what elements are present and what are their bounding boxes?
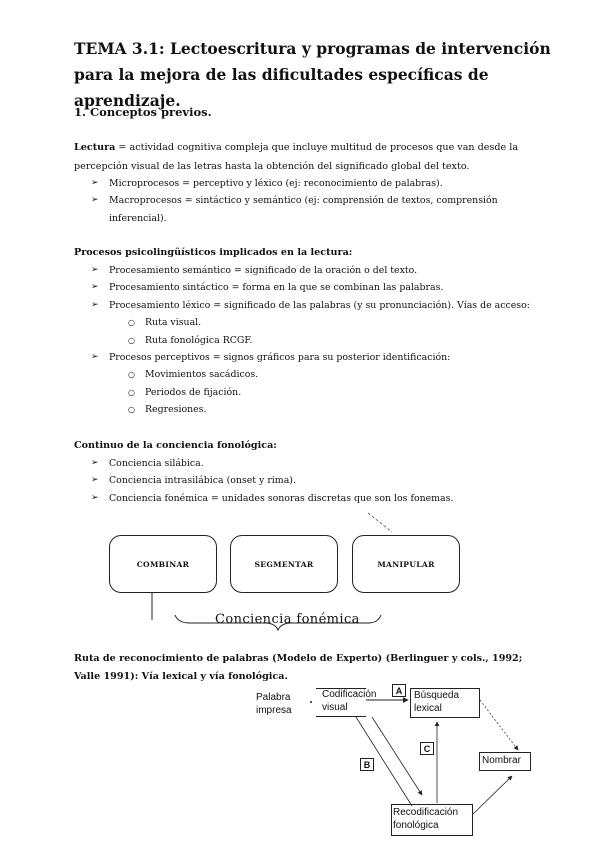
circle-bullet-icon: ○ (128, 335, 135, 345)
manipular-box: MANIPULAR (352, 535, 460, 593)
title-prefix: TEMA 3.1: (74, 39, 165, 58)
list-item: ➢ Conciencia fonémica = unidades sonoras discretas que son los fonemas. (0, 490, 529, 507)
arrow-bullet-icon: ➢ (91, 265, 99, 275)
label-b: B (360, 758, 374, 771)
circle-bullet-icon: ○ (128, 370, 135, 380)
arrow-bullet-icon: ➢ (91, 195, 99, 206)
circle-bullet-icon: ○ (128, 405, 135, 415)
continuo-heading: Continuo de la conciencia fonológica: (74, 440, 277, 451)
list-item: ➢ Conciencia intrasilábica (onset y rima). (0, 472, 489, 489)
arrow-bullet-icon: ➢ (91, 299, 99, 310)
list-item: ➢ Procesamiento semántico = significado de la oración o del texto. (0, 262, 489, 279)
codificacion-visual-node: Codificación visual (322, 689, 377, 713)
label-a: A (392, 684, 406, 697)
lectura-term: Lectura (74, 142, 116, 153)
list-item: ➢ Microprocesos = perceptivo y léxico (ej: reconocimiento de palabras). (0, 175, 489, 192)
list-item: ➢ Macroprocesos = sintáctico y semántico (ej: comprensión de textos, comprensión inferencial). (0, 192, 509, 227)
ruta-heading: Ruta de reconocimiento de palabras (Modelo de Experto) (Berlinguer y cols., 1992; Valle 1991): Vía lexical y vía fonológica. (74, 653, 523, 682)
palabra-impresa-node: Palabra impresa (256, 692, 292, 716)
list-item: ➢ Conciencia silábica. (0, 455, 489, 472)
nombrar-node: Nombrar (482, 755, 521, 766)
sublist-item: ○ Ruta fonológica RCGF. (109, 332, 445, 349)
recodificacion-fonologica-node: Recodificación fonológica (393, 807, 459, 831)
arrow-bullet-icon: ➢ (91, 352, 99, 363)
arrow-bullet-icon: ➢ (91, 178, 99, 188)
arrow-bullet-icon: ➢ (91, 475, 99, 486)
list-item: ➢ Procesamiento léxico = significado de las palabras (y su pronunciación). Vías de acceso: ○ Ruta visual. ○ Ruta fonológica RCGF. (0, 297, 539, 349)
codificacion-bottom-rule (316, 716, 366, 717)
arrow-bullet-icon: ➢ (91, 458, 99, 468)
circle-bullet-icon: ○ (128, 387, 135, 397)
busqueda-lexical-node: Búsqueda lexical (414, 690, 460, 714)
combinar-box: COMBINAR (109, 535, 217, 593)
lectura-definition: = actividad cognitiva compleja que incluye multitud de procesos que van desde la percepción visual de las letras hasta la obtención del significado global del texto. (74, 142, 519, 172)
sublist-item: ○ Regresiones. (109, 401, 445, 418)
list-item: ➢ Procesos perceptivos = signos gráficos para su posterior identificación: ○ Movimientos sacádicos. ○ Periodos de fijación. ○ Regresiones. (0, 349, 539, 419)
list-item: ➢ Procesamiento sintáctico = forma en la que se combinan las palabras. (0, 279, 489, 296)
section-heading: 1. Conceptos previos. (74, 105, 212, 119)
sublist-item: ○ Movimientos sacádicos. (109, 366, 445, 383)
sublist-item: ○ Ruta visual. (109, 314, 445, 331)
arrow-bullet-icon: ➢ (91, 282, 99, 293)
arrow-bullet-icon: ➢ (91, 492, 99, 503)
sublist-item: ○ Periodos de fijación. (109, 384, 445, 401)
label-c: C (420, 742, 434, 755)
procesos-heading: Procesos psicolingüísticos implicados en la lectura: (74, 247, 353, 258)
circle-bullet-icon: ○ (128, 318, 135, 328)
segmentar-box: SEGMENTAR (230, 535, 338, 593)
title-text: Lectoescritura y programas de intervención para la mejora de las dificultades específicas de aprendizaje. (74, 39, 551, 110)
conciencia-fonemica-label: Conciencia fonémica (215, 612, 360, 627)
